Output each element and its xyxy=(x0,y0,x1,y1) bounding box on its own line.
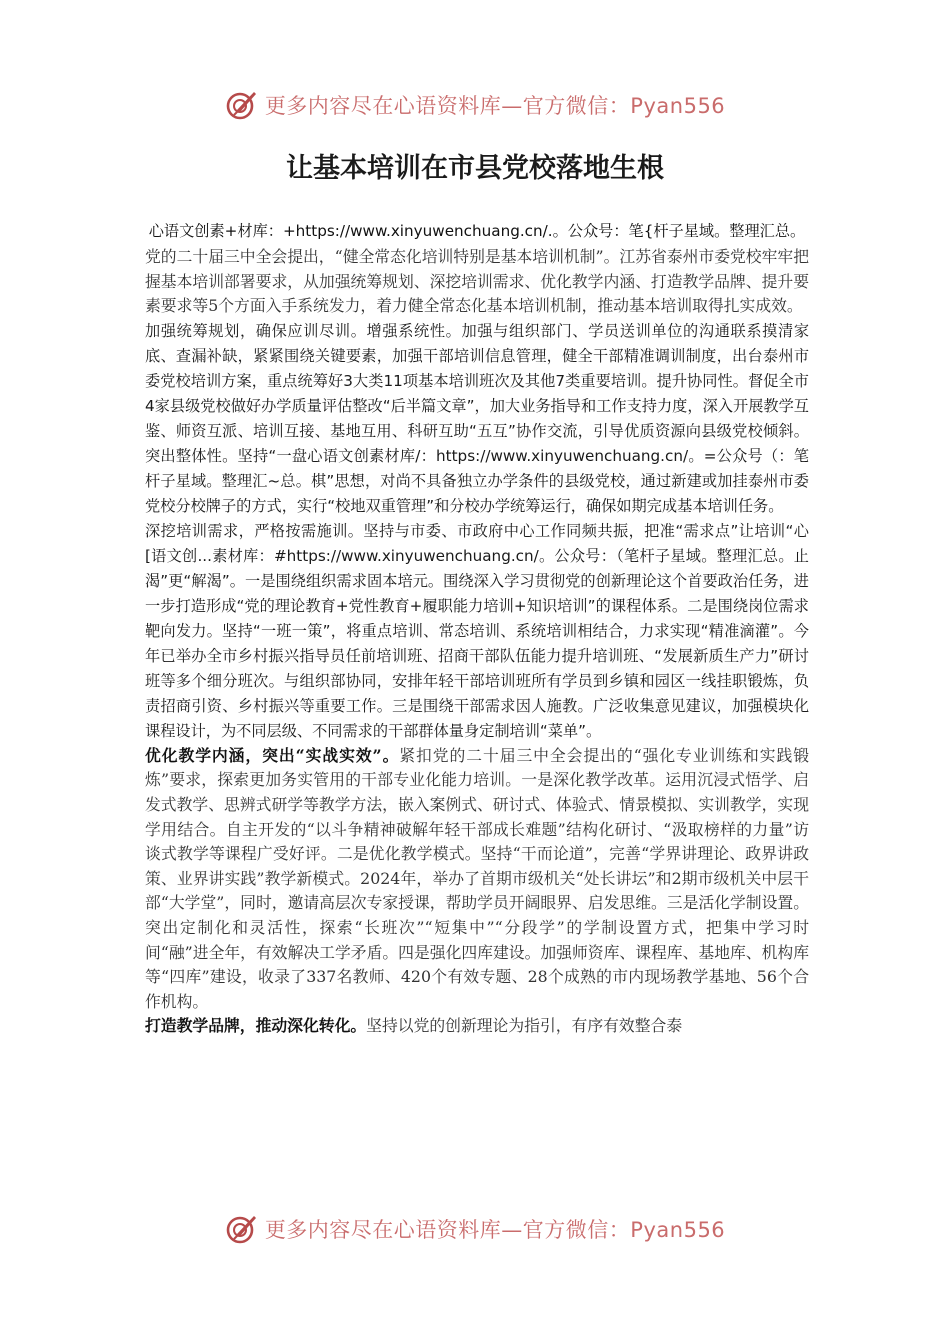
footer-banner-text: 更多内容尽在心语资料库—官方微信：Pyan556 xyxy=(264,1218,726,1242)
paragraph-brand-body: 坚持以党的创新理论为指引，有序有效整合泰 xyxy=(366,1016,683,1036)
footer-banner xyxy=(0,1206,950,1252)
header-banner xyxy=(0,82,950,128)
paragraph-teaching xyxy=(145,744,809,1015)
header-banner-text: 更多内容尽在心语资料库—官方微信：Pyan556 xyxy=(264,94,726,118)
quill-logo-icon xyxy=(225,88,259,122)
paragraph-teaching-body: 紧扣党的二十届三中全会提出的“强化专业训练和实践锻炼”要求，探索更加务实管用的干部专业化能力培训。一是深化教学改革。运用沉浸式悟学、启发式教学、思辨式研学等教学方法，嵌入案例式、研讨式、体验式、情景模拟、实训教学，实现学用结合。自主开发的“以斗争精神破解年轻干部成长难题”结构化研讨、“汲取榜样的力量”访谈式教学等课程广受好评。二是优化教学模式。坚持“干而论道”，完善“学界讲理论、政界讲政策、业界讲实践”教学新模式。2024年，举办了首期市级机关“处长讲坛”和2期市级机关中层干部“大学堂”，同时，邀请高层次专家授课，帮助学员开阔眼界、启发思维。三是活化学制设置。突出定制化和灵活性，探索“长班次”“短集中”“分段学”的学制设置方式，把集中学习时间“融”进全年，有效解决工学矛盾。四是强化四库建设。加强师资库、课程库、基地库、机构库等“四库”建设，收录了337名教师、420个有效专题、28个成熟的市内现场教学基地、56个合作机构。 xyxy=(145,745,809,1011)
document-body xyxy=(145,220,809,1039)
paragraph-brand xyxy=(145,1014,809,1039)
source-line: 心语文创素+材库：+https://www.xinyuwenchuang.cn/.。公众号：笔{杆子星域。整理汇总。 xyxy=(148,222,806,240)
paragraph-teaching-lead: 优化教学内涵，突出“实战实效”。 xyxy=(145,745,400,765)
paragraph-demand: 深挖培训需求，严格按需施训。坚持与市委、市政府中心工作同频共振，把准“需求点”让培训“心[语文创...素材库：#https://www.xinyuwenchuang.cn/。公众号：（笔杆子星域。整理汇总。止渴”更“解渴”。一是围绕组织需求固本培元。围绕深入学习贯彻党的创新理论这个首要政治任务，进一步打造形成“党的理论教育+党性教育+履职能力培训+知识培训”的课程体系。二是围绕岗位需求靶向发力。坚持“一班一策”，将重点培训、常态培训、系统培训相结合，力求实现“精准滴灌”。今年已举办全市乡村振兴指导员任前培训班、招商干部队伍能力提升培训班、“发展新质生产力”研讨班等多个细分班次。与组织部协同，安排年轻干部培训班所有学员到乡镇和园区一线挂职锻炼，负责招商引资、乡村振兴等重要工作。三是围绕干部需求因人施教。广泛收集意见建议，加强模块化课程设计，为不同层级、不同需求的干部群体量身定制培训“菜单”。 xyxy=(145,521,809,740)
paragraph-brand-lead: 打造教学品牌，推动深化转化。 xyxy=(145,1016,367,1036)
paragraph-planning: 加强统筹规划，确保应训尽训。增强系统性。加强与组织部门、学员送训单位的沟通联系摸清家底、查漏补缺，紧紧围绕关键要素，加强干部培训信息管理，健全干部精准调训制度，出台泰州市委党校培训方案，重点统筹好3大类11项基本培训班次及其他7类重要培训。提升协同性。督促全市4家县级党校做好办学质量评估整改“后半篇文章”，加大业务指导和工作支持力度，深入开展教学互鉴、师资互派、培训互接、基地互用、科研互助“五互”协作交流，引导优质资源向县级党校倾斜。突出整体性。坚持“一盘心语文创素材库/：https://www.xinyuwenchuang.cn/。=公众号（：笔杆子星域。整理汇~总。棋”思想，对尚不具备独立办学条件的县级党校，通过新建或加挂泰州市委党校分校牌子的方式，实行“校地双重管理”和分校办学统筹运行，确保如期完成基本培训任务。 xyxy=(145,321,809,515)
intro-paragraph: 党的二十届三中全会提出，“健全常态化培训特别是基本培训机制”。江苏省泰州市委党校牢牢把握基本培训部署要求，从加强统筹规划、深挖培训需求、优化教学内涵、打造教学品牌、提升要素要求等5个方面入手系统发力，着力健全常态化基本培训机制，推动基本培训取得扎实成效。 xyxy=(145,247,809,316)
quill-logo-icon xyxy=(225,1212,259,1246)
document-title: 让基本培训在市县党校落地生根 xyxy=(286,153,664,184)
